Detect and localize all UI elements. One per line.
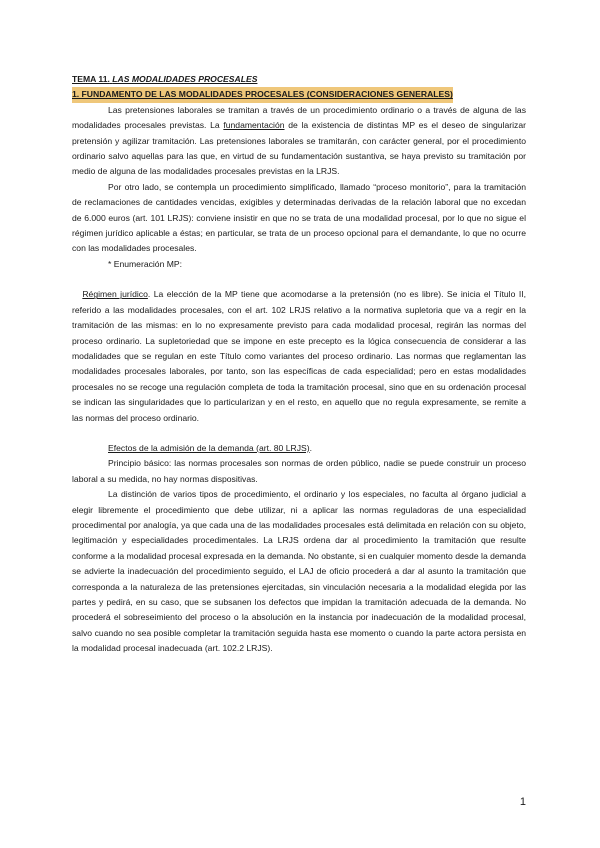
paragraph-regimen-juridico: Régimen jurídico. La elección de la MP tiene que acomodarse a la pretensión (no es libre). Se inicia el Título II, referido a las modalidades procesales, con el art. 102 LRJS relativo a la normativa supletoria que va a regir en la tramitación de las mismas: en lo no expresamente previsto para cada modalidad procesal, regirán las normas del proceso ordinario. La supletoriedad que se impone en este precepto es la lógica consecuencia de considerar a las modalidades que se regulan en este Título como variantes del proceso ordinario. Las normas que reglamentan las modalidades procesales laborales, por tanto, son las específicas de cada especialidad; pero en estas modalidades procesales no se recoge una regulación completa de toda la tramitación procesal, sino que en su ordenación procesal se indican las singularidades que lo particularizan y en el resto, en aquello que no regula expresamente, se remite a las normas del proceso ordinario.: [72, 289, 526, 423]
section-heading: 1. FUNDAMENTO DE LAS MODALIDADES PROCESALES (CONSIDERACIONES GENERALES): [72, 87, 453, 102]
topic-title: [72, 72, 526, 87]
document-page: [72, 72, 526, 657]
paragraph-monitorio: Por otro lado, se contempla un procedimiento simplificado, llamado “proceso monitorio”, para la tramitación de reclamaciones de cantidades vencidas, exigibles y determinadas derivadas de la relación laboral que no excedan de 6.000 euros (art. 101 LRJS): conviene insistir en que no se trata de una modalidad procesal, por lo que no sigue el régimen jurídico aplicable a éstas; en particular, se trata de un proceso opcional para el demandante, lo que no ocurre con las modalidades procesales.: [72, 181, 526, 254]
topic-number: TEMA 11.: [72, 74, 110, 84]
paragraph-fundamento: Las pretensiones laborales se tramitan a través de un procedimiento ordinario o a través de alguna de las modalidades procesales previstas. La fundamentación de la existencia de distintas MP es el deseo de singularizar pretensión y agilizar tramitación. Las pretensiones laborales se tramitarán, con carácter general, por el procedimiento ordinario salvo aquellas para las que, en virtud de su fundamentación sustantiva, se haya previsto su tramitación por medio de alguna de las modalidades procesales previstas en la LRJS.: [72, 104, 526, 177]
regimen-juridico-label: Régimen jurídico: [82, 289, 148, 300]
paragraph-distincion: La distinción de varios tipos de procedimiento, el ordinario y los especiales, no faculta al órgano judicial a elegir libremente el procedimiento que debe utilizar, ni a aplicar las normas reguladoras de una especialidad procedimental por analogía, ya que cada una de las modalidades procesales está delimitada en relación con su objeto, legitimación y especialidades procedimentales. La LRJS ordena dar al procedimiento la tramitación que resulte conforme a la modalidad procesal expresada en la demanda. No obstante, si en cualquier momento desde la demanda se advierte la inadecuación del procedimiento seguido, el LAJ de oficio procederá a dar al asunto la tramitación que corresponda a la naturaleza de las pretensiones ejercitadas, sin vinculación necesaria a la modalidad elegida por las partes y pedirá, en su caso, que se subsanen los defectos que impidan la tramitación adecuada de la demanda. No procederá el sobreseimiento del proceso o la absolución en la instancia por inadecuación de la modalidad procesal, salvo cuando no sea posible completar la tramitación seguida hasta ese momento o cuando la parte actora persista en la modalidad procesal inadecuada (art. 102.2 LRJS).: [72, 489, 526, 654]
paragraph-principio-basico: Principio básico: las normas procesales son normas de orden público, nadie se puede construir un proceso laboral a su medida, no hay normas dispositivas.: [72, 458, 526, 484]
topic-name: LAS MODALIDADES PROCESALES: [112, 74, 258, 84]
efectos-heading: Efectos de la admisión de la demanda (art. 80 LRJS).: [108, 442, 312, 453]
fundamentacion-term: fundamentación: [223, 120, 285, 131]
page-number: 1: [519, 796, 526, 808]
enumeracion-mp: * Enumeración MP:: [108, 258, 183, 269]
